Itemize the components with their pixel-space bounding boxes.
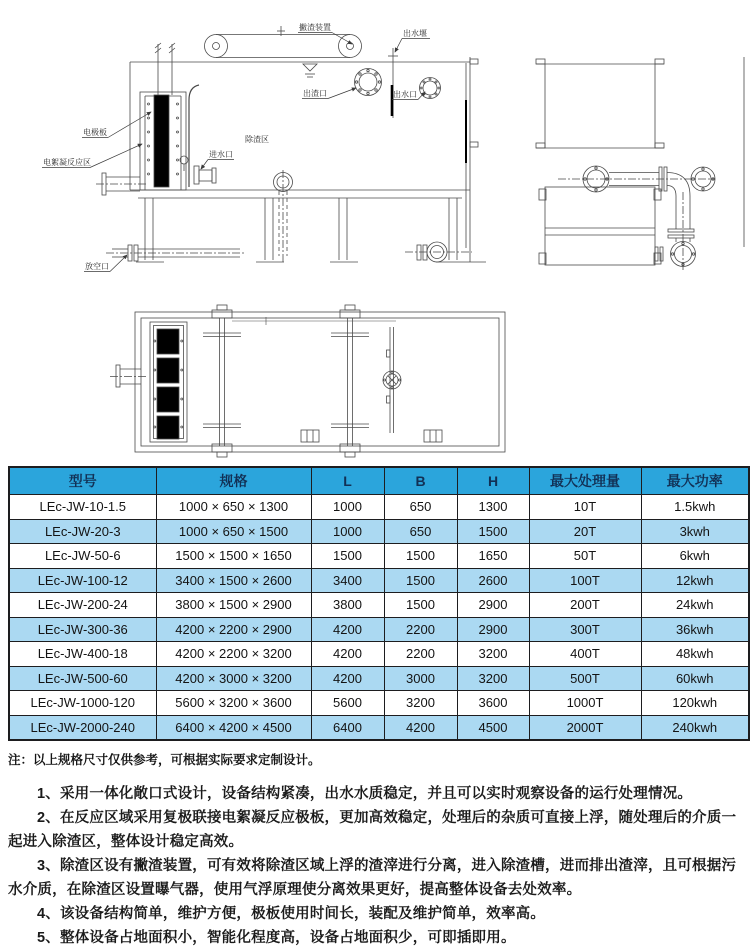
table-cell: 300T [529, 617, 641, 642]
table-cell: 12kwh [641, 568, 749, 593]
label-deslag-zone: 除渣区 [245, 135, 269, 144]
table-header-cell: L [311, 467, 384, 495]
bottom-drain-flange [405, 242, 472, 262]
plan-view [110, 305, 505, 457]
table-row [9, 568, 749, 593]
table-row [9, 495, 749, 520]
table-cell: 6400 [311, 715, 384, 740]
table-row [9, 642, 749, 667]
table-cell: 48kwh [641, 642, 749, 667]
slag-outlet-flange [355, 69, 382, 96]
table-cell: 4200 × 2200 × 3200 [156, 642, 311, 667]
table-cell: LEc-JW-100-12 [9, 568, 156, 593]
label-electrode-plate: 电极板 [83, 128, 107, 137]
table-cell: 2600 [457, 568, 529, 593]
electrode-stack [154, 95, 169, 187]
table-cell: 5600 [311, 691, 384, 716]
table-cell: 6400 × 4200 × 4500 [156, 715, 311, 740]
equipment-drawing [0, 0, 756, 462]
table-cell: LEc-JW-2000-240 [9, 715, 156, 740]
table-cell: LEc-JW-50-6 [9, 544, 156, 569]
side-view [536, 57, 744, 270]
table-row [9, 715, 749, 740]
table-cell: 100T [529, 568, 641, 593]
table-cell: 2900 [457, 593, 529, 618]
front-view [42, 26, 486, 272]
table-cell: 36kwh [641, 617, 749, 642]
plan-inlet-stub [110, 365, 148, 387]
table-cell: 1500 × 1500 × 1650 [156, 544, 311, 569]
label-slag-outlet: 出渣口 [303, 89, 327, 98]
table-row [9, 691, 749, 716]
cad-diagram [0, 0, 756, 462]
floor-flange [274, 170, 293, 262]
table-cell: 1.5kwh [641, 495, 749, 520]
table-header-cell: 最大处理量 [529, 467, 641, 495]
table-note: 注：以上规格尺寸仅供参考，可根据实际要求定制设计。 [8, 753, 321, 767]
table-cell: 3400 [311, 568, 384, 593]
table-header-row [9, 467, 749, 495]
table-cell: LEc-JW-500-60 [9, 666, 156, 691]
plan-skimmer-shaft-2 [331, 305, 369, 457]
table-header-cell: 规格 [156, 467, 311, 495]
table-cell: 3kwh [641, 519, 749, 544]
table-cell: 1000 × 650 × 1300 [156, 495, 311, 520]
table-cell: 1500 [457, 519, 529, 544]
electrode-chamber [140, 43, 199, 190]
table-cell: LEc-JW-400-18 [9, 642, 156, 667]
feature-paragraph: 5、整体设备占地面积小，智能化程度高，设备占地面积少，可即插即用。 [37, 930, 516, 946]
table-cell: LEc-JW-10-1.5 [9, 495, 156, 520]
table-cell: 3800 × 1500 × 2900 [156, 593, 311, 618]
plan-floor-supports [301, 430, 442, 442]
table-cell: 500T [529, 666, 641, 691]
table-cell: 4200 × 2200 × 2900 [156, 617, 311, 642]
side-lower-box [539, 187, 661, 265]
spec-table-body [9, 495, 749, 741]
table-cell: 2000T [529, 715, 641, 740]
table-row [9, 519, 749, 544]
table-cell: 3600 [457, 691, 529, 716]
belt-skimmer [205, 26, 362, 58]
feature-list [8, 782, 748, 950]
plan-inner-shell [141, 318, 499, 446]
table-cell: 1500 [384, 593, 457, 618]
label-drain-port: 放空口 [85, 262, 109, 271]
table-cell: 1650 [457, 544, 529, 569]
table-cell: 20T [529, 519, 641, 544]
side-piping [558, 166, 715, 270]
plan-skimmer-shaft-1 [203, 305, 241, 457]
feature-paragraph: 4、该设备结构简单，维护方便，极板使用时间长，装配及维护简单，效率高。 [37, 906, 546, 922]
side-upper-box [536, 59, 664, 148]
spec-table [8, 466, 750, 741]
table-cell: 4500 [457, 715, 529, 740]
table-row [9, 617, 749, 642]
table-cell: LEc-JW-20-3 [9, 519, 156, 544]
table-cell: 1500 [384, 544, 457, 569]
table-cell: 1300 [457, 495, 529, 520]
water-level-symbol [303, 64, 317, 77]
tank-outline [130, 57, 478, 262]
table-header-cell: 型号 [9, 467, 156, 495]
table-row [9, 666, 749, 691]
table-header-cell: B [384, 467, 457, 495]
table-cell: 1500 [384, 568, 457, 593]
table-cell: 4200 [311, 666, 384, 691]
label-outlet-weir: 出水堰 [403, 29, 427, 38]
table-cell: 400T [529, 642, 641, 667]
table-cell: 650 [384, 495, 457, 520]
table-cell: 5600 × 3200 × 3600 [156, 691, 311, 716]
leader-lines [42, 33, 430, 272]
table-header-cell: 最大功率 [641, 467, 749, 495]
feature-paragraph: 2、在反应区域采用复极联接电絮凝反应极板，更加高效稳定，处理后的杂质可直接上浮，随处理后的介质一起进入除渣区，整体设计稳定高效。 [8, 810, 737, 850]
table-cell: 10T [529, 495, 641, 520]
table-cell: 2900 [457, 617, 529, 642]
table-cell: 24kwh [641, 593, 749, 618]
table-cell: 2200 [384, 642, 457, 667]
table-cell: 3200 [457, 666, 529, 691]
table-cell: 200T [529, 593, 641, 618]
table-cell: 4200 [311, 642, 384, 667]
drain-pipe [106, 245, 246, 261]
table-cell: 1500 [311, 544, 384, 569]
label-water-inlet: 进水口 [209, 150, 233, 159]
label-water-outlet: 出水口 [393, 90, 417, 99]
table-cell: 1000 [311, 519, 384, 544]
table-cell: 3800 [311, 593, 384, 618]
label-electrocoagulation-zone: 电絮凝反应区 [43, 158, 91, 167]
plan-flange [383, 371, 401, 389]
table-cell: 3000 [384, 666, 457, 691]
water-outlet-flange [420, 78, 441, 99]
table-cell: 60kwh [641, 666, 749, 691]
table-cell: 4200 [384, 715, 457, 740]
table-cell: 6kwh [641, 544, 749, 569]
feature-paragraph: 1、采用一体化敞口式设计，设备结构紧凑，出水水质稳定，并且可以实时观察设备的运行处理情况。 [37, 786, 693, 802]
table-cell: 2200 [384, 617, 457, 642]
table-cell: LEc-JW-300-36 [9, 617, 156, 642]
electrode-terminals [155, 43, 175, 95]
table-cell: 3200 [384, 691, 457, 716]
feature-paragraph: 3、除渣区设有撇渣装置，可有效将除渣区域上浮的渣滓进行分离，进入除渣槽，进而排出渣滓，且可根据污水介质，在除渣区设置曝气器，使用气浮原理使分离效果更好，提高整体设备去处效率。 [8, 858, 737, 898]
table-cell: 3400 × 1500 × 2600 [156, 568, 311, 593]
table-cell: 240kwh [641, 715, 749, 740]
table-cell: 4200 [311, 617, 384, 642]
table-header-cell: H [457, 467, 529, 495]
table-cell: 4200 × 3000 × 3200 [156, 666, 311, 691]
diagram-labels [43, 22, 427, 271]
label-skimmer-device: 撇渣装置 [299, 23, 331, 32]
table-cell: 1000 × 650 × 1500 [156, 519, 311, 544]
table-cell: LEc-JW-1000-120 [9, 691, 156, 716]
table-row [9, 544, 749, 569]
table-row [9, 593, 749, 618]
table-cell: LEc-JW-200-24 [9, 593, 156, 618]
table-cell: 50T [529, 544, 641, 569]
table-cell: 3200 [457, 642, 529, 667]
inlet-fitting [194, 166, 216, 184]
table-cell: 1000 [311, 495, 384, 520]
table-cell: 650 [384, 519, 457, 544]
plan-outer-shell [135, 312, 505, 452]
table-cell: 120kwh [641, 691, 749, 716]
table-cell: 1000T [529, 691, 641, 716]
plan-electrode-chamber [150, 322, 187, 442]
